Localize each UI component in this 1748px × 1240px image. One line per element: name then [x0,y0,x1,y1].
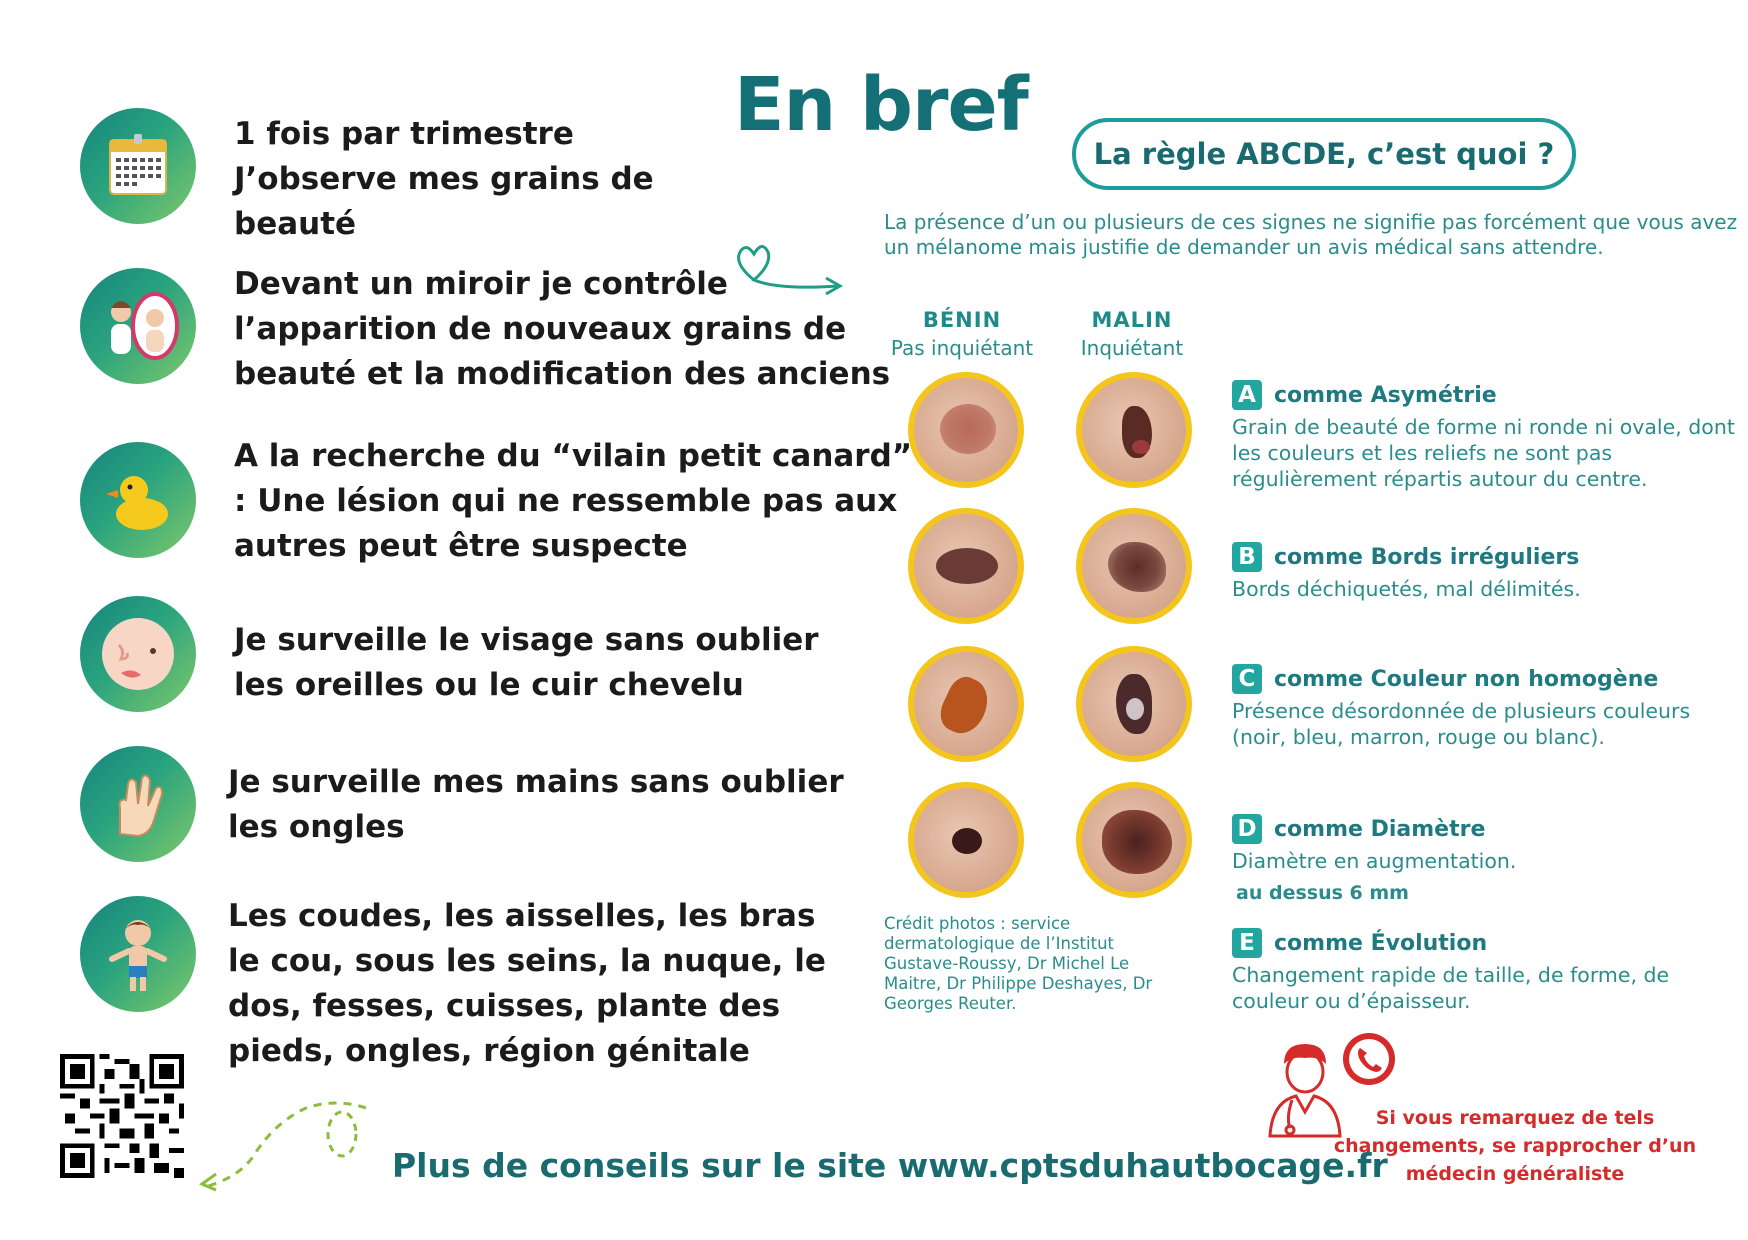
mole-photo-malignant-a [1076,372,1192,488]
malignant-subtitle: Inquiétant [1080,336,1184,360]
footer-website: Plus de conseils sur le site www.cptsduhautbocage.fr [392,1146,1388,1185]
mole-photo-malignant-b [1076,508,1192,624]
mole-photo-benign-a [908,372,1024,488]
rule-b [1232,542,1742,602]
tip-text: 1 fois par trimestre J’observe mes grains de beauté [234,116,654,242]
malignant-title: MALIN [1091,308,1173,332]
rule-letter-badge: D [1232,814,1262,844]
tip-text: Les coudes, les aisselles, les bras le cou, sous les seins, la nuque, le dos, fesses, cuisses, plante des pieds, ongles, région génitale [228,898,826,1069]
rule-e [1232,928,1742,1014]
face-icon [80,596,196,712]
abcde-intro: La présence d’un ou plusieurs de ces signes ne signifie pas forcément que vous avez un mélanome mais justifie de demander un avis médical sans attendre. [884,210,1738,259]
tip-text: Je surveille le visage sans oublier les oreilles ou le cuir chevelu [234,622,819,703]
tip-text: Devant un miroir je contrôle l’apparition de nouveaux grains de beauté et la modification des anciens [234,266,891,392]
rule-letter-badge: C [1232,664,1262,694]
qr-code-icon [60,1054,184,1178]
dotted-arrow-icon [196,1096,372,1192]
rule-extra: au dessus 6 mm [1236,882,1409,904]
mole-photo-benign-d [908,782,1024,898]
rule-desc: Changement rapide de taille, de forme, de couleur ou d’épaisseur. [1232,963,1670,1013]
mirror-icon [80,268,196,384]
rule-letter-badge: B [1232,542,1262,572]
rule-desc: Grain de beauté de forme ni ronde ni ovale, dont les couleurs et les reliefs ne sont pas régulièrement répartis autour du centre. [1232,415,1735,491]
rule-title: comme Couleur non homogène [1274,666,1659,692]
tip-text: A la recherche du “vilain petit canard” : Une lésion qui ne ressemble pas aux autres peut être suspecte [234,438,913,564]
rule-letter-badge: A [1232,380,1262,410]
heart-arrow-icon [728,234,848,304]
benign-subtitle: Pas inquiétant [890,336,1034,360]
rule-title: comme Évolution [1274,930,1488,956]
benign-title: BÉNIN [922,308,1002,332]
page-title: En bref [734,62,1028,148]
rule-desc: Bords déchiquetés, mal délimités. [1232,577,1581,601]
mole-photo-malignant-c [1076,646,1192,762]
rule-title: comme Diamètre [1274,816,1486,842]
malignant-column-header [1042,308,1222,360]
tip-text: Je surveille mes mains sans oublier les ongles [228,764,844,845]
calendar-icon [80,108,196,224]
rule-letter-badge: E [1232,928,1262,958]
duck-icon [80,442,196,558]
child-icon [80,896,196,1012]
warning-note: Si vous remarquez de tels changements, se rapprocher d’un médecin généraliste [1333,1107,1697,1185]
rule-d [1232,814,1742,904]
rule-c [1232,664,1742,750]
photo-credit: Crédit photos : service dermatologique de l’Institut Gustave-Roussy, Dr Michel Le Maitre, Dr Philippe Deshayes, Dr Georges Reuter. [884,914,1153,1013]
benign-column-header [872,308,1052,360]
mole-photo-benign-b [908,508,1024,624]
phone-icon [1340,1030,1398,1088]
rule-title: comme Bords irréguliers [1274,544,1580,570]
rule-desc: Diamètre en augmentation. [1232,849,1517,873]
rule-title: comme Asymétrie [1274,382,1497,408]
hand-icon [80,746,196,862]
abcde-heading: La règle ABCDE, c’est quoi ? [1072,118,1576,190]
rule-desc: Présence désordonnée de plusieurs couleurs (noir, bleu, marron, rouge ou blanc). [1232,699,1691,749]
mole-photo-benign-c [908,646,1024,762]
rule-a [1232,380,1742,492]
mole-photo-malignant-d [1076,782,1192,898]
